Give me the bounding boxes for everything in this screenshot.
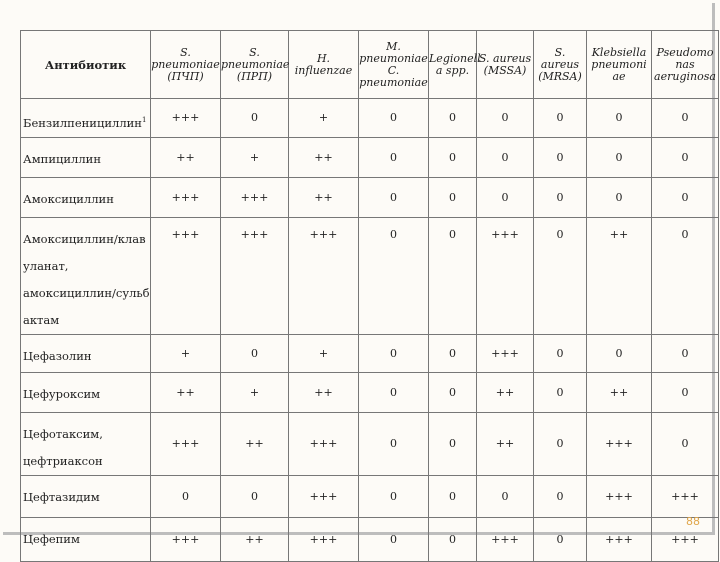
table-body: [21, 99, 719, 562]
antibiotic-name: [21, 412, 151, 475]
activity-value: +++: [477, 217, 534, 334]
activity-value: +++: [652, 517, 719, 561]
antibiotic-name: [21, 475, 151, 517]
activity-value: 0: [477, 177, 534, 217]
header-cell: M. pneumoniae C. pneumoniae: [359, 31, 429, 99]
activity-value: 0: [359, 475, 429, 517]
activity-value: +++: [151, 517, 221, 561]
activity-value: 0: [359, 517, 429, 561]
antibiotic-name: [21, 517, 151, 561]
table-row: [21, 177, 719, 217]
activity-value: 0: [652, 372, 719, 412]
activity-value: 0: [477, 137, 534, 177]
antibiotic-name-text: Цефотаксим, цефтриаксон: [23, 426, 103, 468]
header-cell: H. influenzae: [289, 31, 359, 99]
activity-value: 0: [534, 99, 587, 138]
activity-value: +: [289, 334, 359, 372]
activity-value: ++: [289, 137, 359, 177]
activity-value: 0: [429, 177, 477, 217]
header-cell: S. pneumoniae (ПЧП): [151, 31, 221, 99]
activity-value: 0: [221, 334, 289, 372]
activity-value: 0: [534, 137, 587, 177]
header-cell: S. pneumoniae (ПРП): [221, 31, 289, 99]
activity-value: 0: [534, 412, 587, 475]
activity-value: 0: [587, 99, 652, 138]
activity-value: 0: [359, 412, 429, 475]
activity-value: +++: [289, 475, 359, 517]
activity-value: +++: [587, 475, 652, 517]
footnote-mark: 1: [141, 116, 147, 124]
header-cell: Антибиотик: [21, 31, 151, 99]
activity-value: 0: [652, 99, 719, 138]
activity-value: +++: [151, 99, 221, 138]
header-cell: S. aureus (MSSA): [477, 31, 534, 99]
activity-value: 0: [652, 137, 719, 177]
activity-value: +++: [477, 517, 534, 561]
antibiotic-name: [21, 372, 151, 412]
activity-value: +++: [289, 412, 359, 475]
activity-value: 0: [652, 412, 719, 475]
table-row: [21, 517, 719, 561]
activity-value: +: [289, 99, 359, 138]
activity-value: ++: [477, 372, 534, 412]
activity-value: 0: [534, 334, 587, 372]
table-row: [21, 334, 719, 372]
activity-value: 0: [534, 517, 587, 561]
activity-value: 0: [359, 137, 429, 177]
activity-value: +++: [289, 217, 359, 334]
activity-value: ++: [289, 372, 359, 412]
activity-value: 0: [652, 334, 719, 372]
antibiotic-name-text: Цефтазидим: [23, 489, 100, 504]
activity-value: ++: [221, 517, 289, 561]
activity-value: 0: [429, 334, 477, 372]
table-row: [21, 412, 719, 475]
activity-value: 0: [652, 217, 719, 334]
activity-value: 0: [534, 217, 587, 334]
activity-value: ++: [477, 412, 534, 475]
table-row: [21, 217, 719, 334]
activity-value: 0: [534, 177, 587, 217]
antibiotic-name: [21, 217, 151, 334]
activity-value: +++: [221, 177, 289, 217]
antibiotic-name-text: Амоксициллин: [23, 191, 114, 206]
activity-value: 0: [429, 137, 477, 177]
activity-value: 0: [221, 99, 289, 138]
activity-value: 0: [429, 372, 477, 412]
activity-value: 0: [429, 475, 477, 517]
antibiotic-name-text: Ампициллин: [23, 151, 101, 166]
activity-value: 0: [359, 334, 429, 372]
activity-value: 0: [359, 217, 429, 334]
activity-value: 0: [429, 412, 477, 475]
activity-value: +++: [221, 217, 289, 334]
activity-value: ++: [587, 217, 652, 334]
activity-value: +++: [289, 517, 359, 561]
table-row: [21, 372, 719, 412]
table-row: [21, 475, 719, 517]
activity-value: 0: [477, 475, 534, 517]
activity-value: +++: [587, 412, 652, 475]
activity-value: +++: [477, 334, 534, 372]
activity-value: +++: [151, 177, 221, 217]
activity-value: 0: [359, 372, 429, 412]
header-cell: Pseudomo nas aeruginosa: [652, 31, 719, 99]
antibiotic-name-text: Бензилпенициллин: [23, 115, 142, 130]
activity-value: 0: [587, 177, 652, 217]
activity-value: +++: [151, 412, 221, 475]
activity-value: 0: [429, 217, 477, 334]
table-row: [21, 99, 719, 138]
table-row: [21, 137, 719, 177]
antibiotic-name: [21, 137, 151, 177]
activity-value: ++: [151, 137, 221, 177]
antibiotic-name-text: Амоксициллин/клав уланат, амоксициллин/сульб актам: [23, 231, 150, 327]
antibiotic-name-text: Цефуроксим: [23, 386, 101, 401]
activity-value: 0: [477, 99, 534, 138]
antibiotic-name: [21, 177, 151, 217]
activity-value: +: [151, 334, 221, 372]
activity-value: +++: [587, 517, 652, 561]
activity-value: 0: [534, 475, 587, 517]
antibiotic-activity-table: [20, 30, 719, 562]
activity-value: +: [221, 137, 289, 177]
activity-value: 0: [429, 517, 477, 561]
activity-value: 0: [652, 177, 719, 217]
activity-value: +++: [151, 217, 221, 334]
antibiotic-name: [21, 334, 151, 372]
activity-value: ++: [151, 372, 221, 412]
antibiotic-name-text: Цефазолин: [23, 348, 92, 363]
activity-value: 0: [359, 99, 429, 138]
activity-value: ++: [289, 177, 359, 217]
activity-value: 0: [151, 475, 221, 517]
activity-value: ++: [587, 372, 652, 412]
header-cell: Legionell a spp.: [429, 31, 477, 99]
header-cell: Klebsiella pneumoni ae: [587, 31, 652, 99]
activity-value: ++: [221, 412, 289, 475]
activity-value: 0: [534, 372, 587, 412]
header-cell: S. aureus (MRSA): [534, 31, 587, 99]
activity-value: +++: [652, 475, 719, 517]
activity-value: 0: [587, 334, 652, 372]
activity-value: 0: [359, 177, 429, 217]
header-row: [21, 31, 719, 99]
activity-value: 0: [587, 137, 652, 177]
antibiotic-name: [21, 99, 151, 138]
activity-value: +: [221, 372, 289, 412]
page-number: 88: [686, 515, 700, 528]
activity-value: 0: [429, 99, 477, 138]
activity-value: 0: [221, 475, 289, 517]
antibiotic-name-text: Цефепим: [23, 531, 80, 546]
